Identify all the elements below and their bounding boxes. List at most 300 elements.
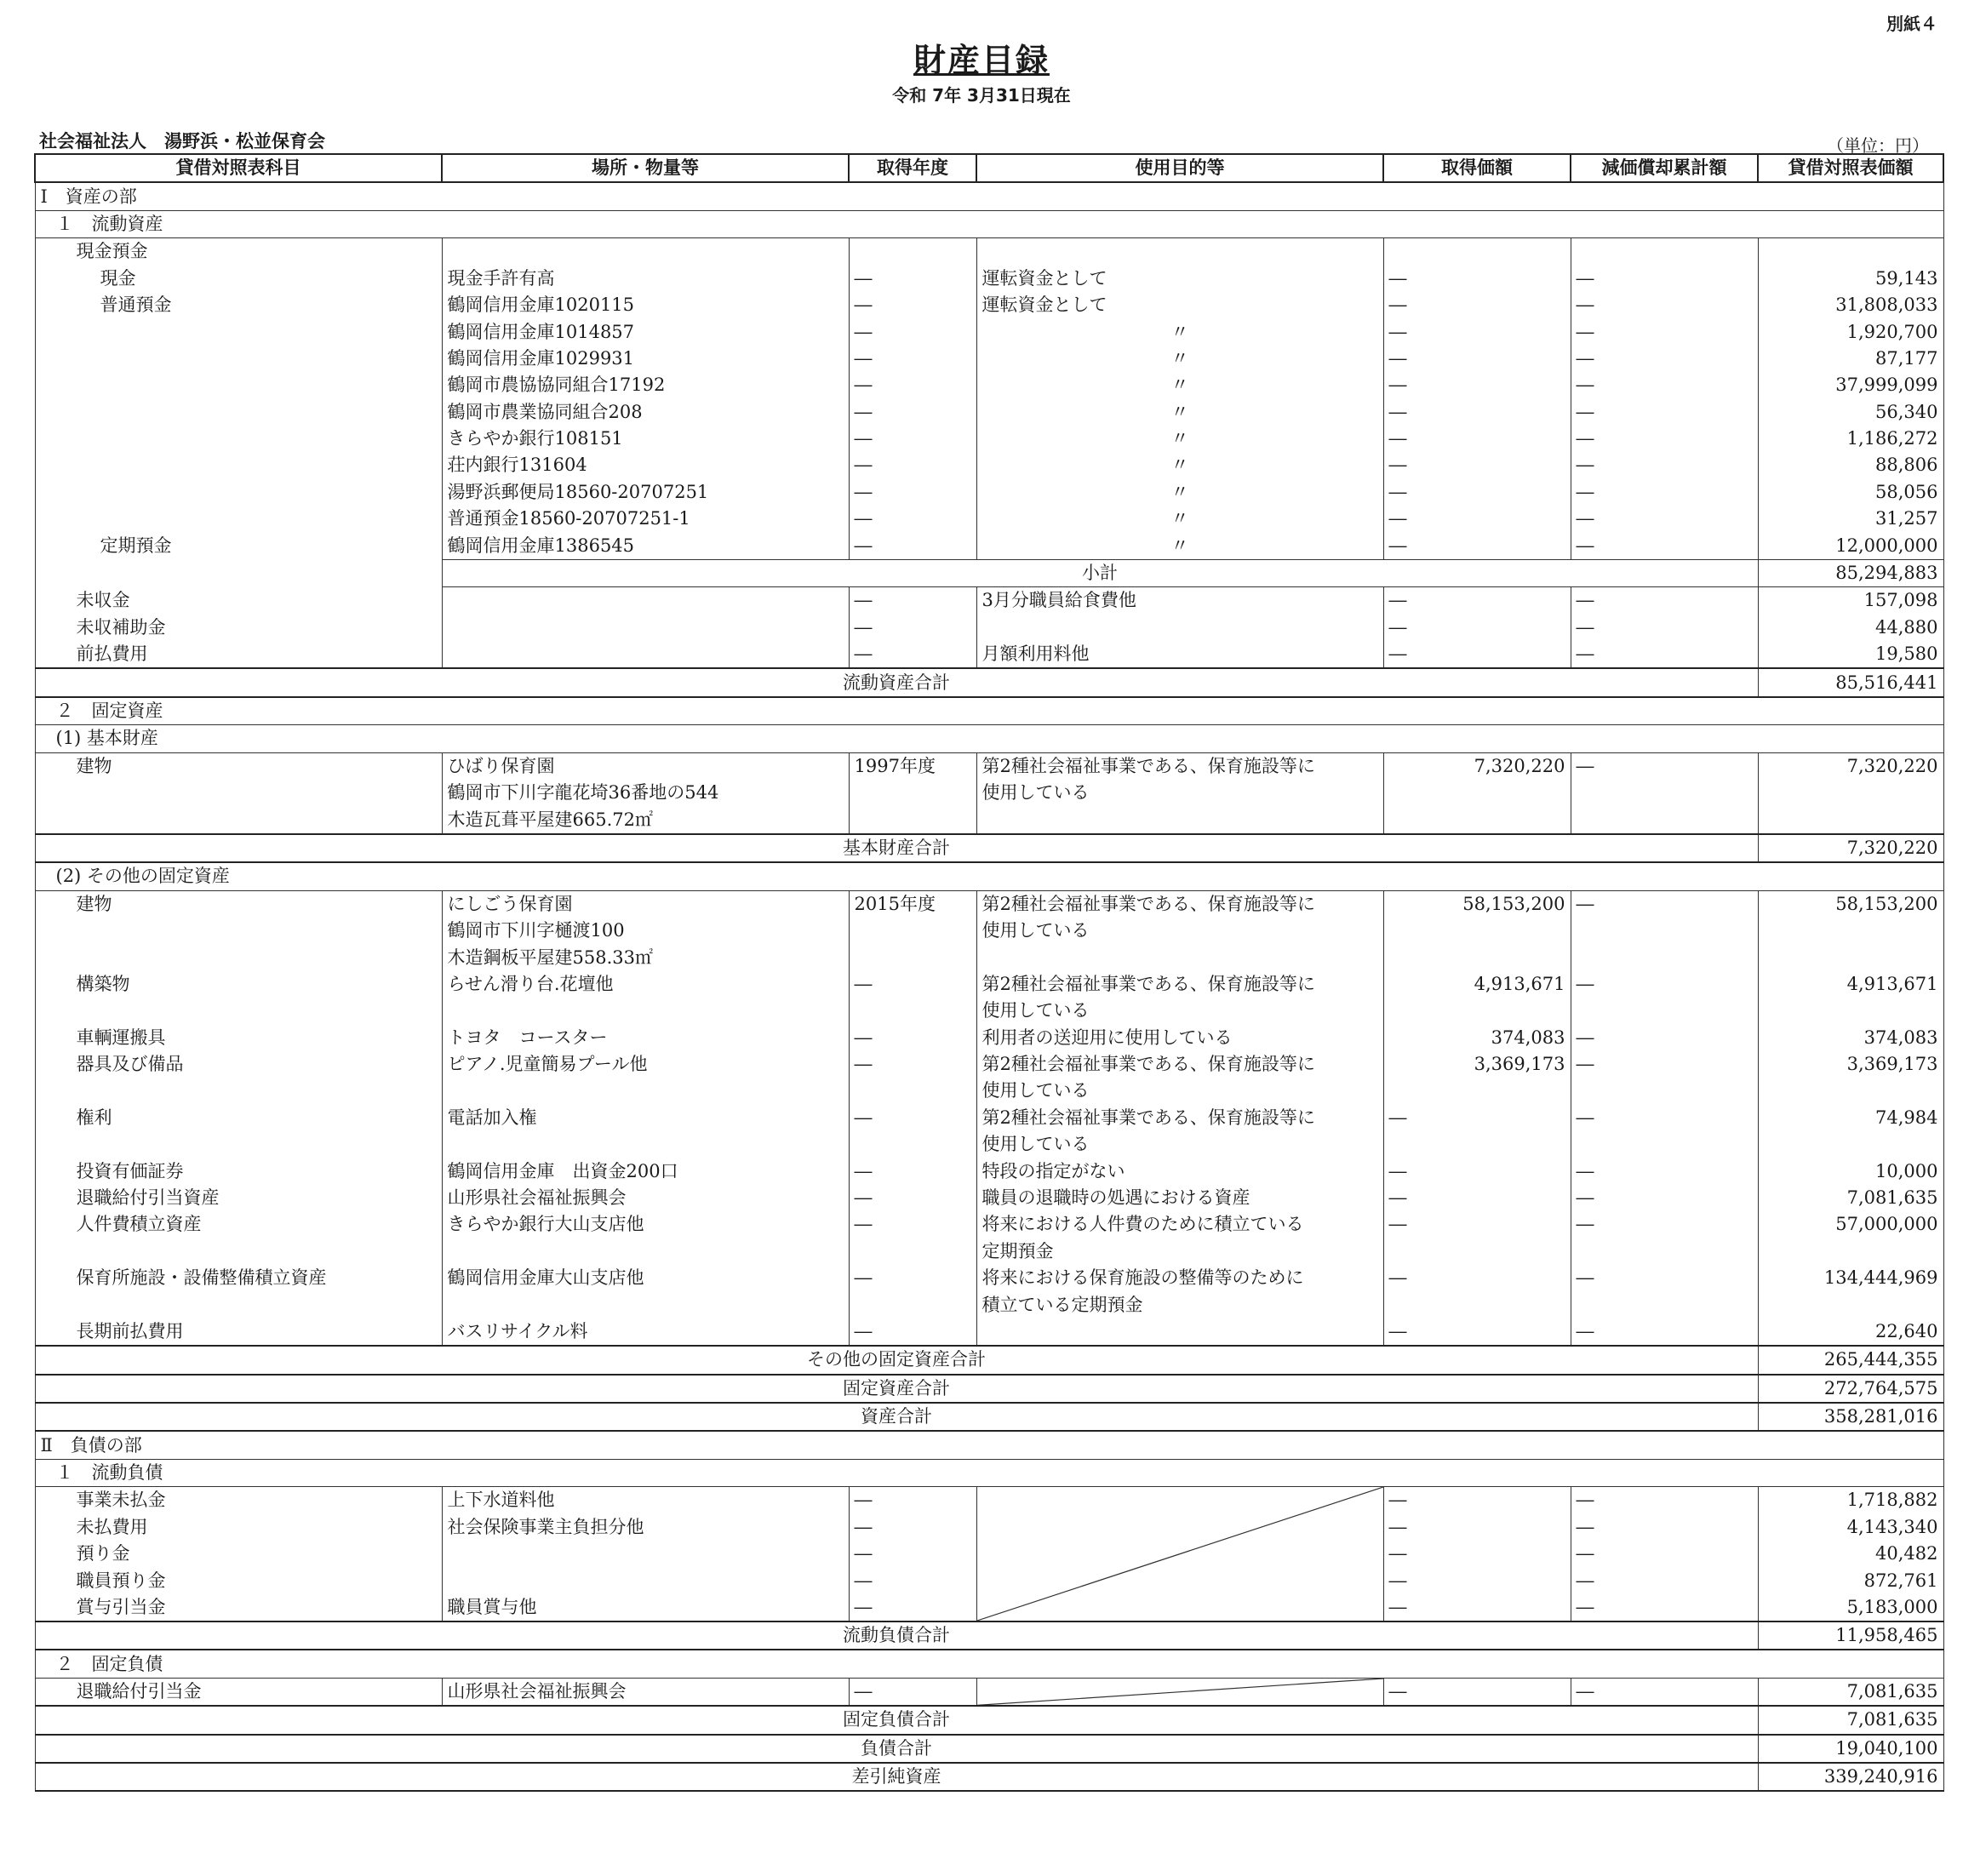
- value-cell: 31,257: [1758, 506, 1943, 532]
- place-cell: [442, 587, 849, 615]
- total-label: 固定負債合計: [35, 1706, 1758, 1734]
- value-cell: 57,000,000: [1758, 1211, 1943, 1238]
- value-cell: 87,177: [1758, 346, 1943, 372]
- subtotal-row: [35, 559, 1943, 586]
- total-label: その他の固定資産合計: [35, 1346, 1758, 1374]
- cash-row: [35, 266, 1943, 292]
- purpose-cell: [976, 806, 1383, 833]
- value-cell: 12,000,000: [1758, 532, 1943, 559]
- purpose-slash-cell: [976, 1678, 1383, 1706]
- year-cell: ―: [849, 372, 976, 398]
- place-cell: 現金手許有高: [442, 266, 849, 292]
- cost-cell: 374,083: [1383, 1025, 1571, 1051]
- value-cell: 74,984: [1758, 1105, 1943, 1131]
- item-label: 未収補助金: [35, 615, 442, 641]
- value-cell: 134,444,969: [1758, 1265, 1943, 1291]
- place-cell: 鶴岡信用金庫1029931: [442, 346, 849, 372]
- year-cell: ―: [849, 479, 976, 506]
- item-label: 現金: [35, 266, 442, 292]
- year-cell: ―: [849, 266, 976, 292]
- purpose-cell: 3月分職員給食費他: [976, 587, 1383, 615]
- column-header: 減価償却累計額: [1571, 154, 1758, 182]
- category-label: 現金預金: [35, 238, 442, 266]
- place-cell: 鶴岡市下川字樋渡100: [442, 918, 849, 944]
- cost-cell: ―: [1383, 1594, 1571, 1621]
- cost-cell: ―: [1383, 615, 1571, 641]
- item-label: 投資有価証券: [35, 1158, 442, 1184]
- diagonal-slash-line: [977, 1679, 1383, 1705]
- place-cell: 鶴岡信用金庫大山支店他: [442, 1265, 849, 1291]
- depreciation-cell: ―: [1571, 318, 1758, 345]
- corporation-name: 社会福祉法人 湯野浜・松並保育会: [39, 131, 325, 152]
- cost-cell: 7,320,220: [1383, 752, 1571, 780]
- page-title: 財産目録: [913, 42, 1050, 79]
- year-cell: 1997年度: [849, 752, 976, 780]
- place-cell: 木造瓦葺平屋建665.72㎡: [442, 806, 849, 833]
- depreciation-cell: ―: [1571, 1051, 1758, 1078]
- property-inventory-table: [34, 153, 1944, 1792]
- cost-cell: [1383, 1238, 1571, 1265]
- column-header: 場所・物量等: [442, 154, 849, 182]
- value-cell: 3,369,173: [1758, 1051, 1943, 1078]
- fixed-asset-row: [35, 1211, 1943, 1238]
- section-label: ２ 固定資産: [35, 697, 1943, 725]
- purpose-cell: 特段の指定がない: [976, 1158, 1383, 1184]
- cost-cell: 58,153,200: [1383, 890, 1571, 918]
- place-cell: バスリサイクル料: [442, 1318, 849, 1346]
- total-label: 負債合計: [35, 1735, 1758, 1763]
- fixed-asset-row: [35, 1158, 1943, 1184]
- year-cell: ―: [849, 1265, 976, 1291]
- category-row: [35, 238, 1943, 266]
- year-cell: [849, 998, 976, 1024]
- item-label: 前払費用: [35, 641, 442, 668]
- value-cell: 40,482: [1758, 1541, 1943, 1567]
- cost-cell: ―: [1383, 372, 1571, 398]
- subtotal-value: 85,294,883: [1758, 559, 1943, 586]
- section-header-row: [35, 182, 1943, 210]
- purpose-cell: 定期預金: [976, 1238, 1383, 1265]
- item-label: [35, 346, 442, 372]
- item-label: 器具及び備品: [35, 1051, 442, 1078]
- cost-cell: [1383, 918, 1571, 944]
- place-cell: 鶴岡信用金庫1020115: [442, 292, 849, 318]
- value-cell: 88,806: [1758, 452, 1943, 478]
- year-cell: [849, 780, 976, 806]
- value-cell: 44,880: [1758, 615, 1943, 641]
- value-cell: 7,320,220: [1758, 752, 1943, 780]
- value-cell: 7,081,635: [1758, 1185, 1943, 1211]
- basic-building-row: [35, 752, 1943, 780]
- section-label: (2) その他の固定資産: [35, 862, 1943, 890]
- cash-row: [35, 479, 1943, 506]
- place-cell: 鶴岡市農業協同組合208: [442, 399, 849, 426]
- annex-label: 別紙４: [1886, 14, 1937, 34]
- depreciation-cell: ―: [1571, 1318, 1758, 1346]
- total-row: [35, 1346, 1943, 1374]
- purpose-cell: 使用している: [976, 998, 1383, 1024]
- year-cell: ―: [849, 641, 976, 668]
- value-cell: [1758, 918, 1943, 944]
- depreciation-cell: ―: [1571, 1265, 1758, 1291]
- value-cell: [1758, 806, 1943, 833]
- year-cell: ―: [849, 426, 976, 452]
- purpose-cell: 使用している: [976, 1078, 1383, 1104]
- year-cell: [849, 944, 976, 970]
- total-label: 基本財産合計: [35, 834, 1758, 862]
- year-cell: [849, 918, 976, 944]
- cost-cell: ―: [1383, 1105, 1571, 1131]
- item-label: [35, 426, 442, 452]
- total-value: 265,444,355: [1758, 1346, 1943, 1374]
- item-label: [35, 918, 442, 944]
- place-cell: 電話加入権: [442, 1105, 849, 1131]
- item-label: 建物: [35, 752, 442, 780]
- fixed-asset-row: [35, 971, 1943, 998]
- fixed-asset-row: [35, 1131, 1943, 1158]
- total-row: [35, 1706, 1943, 1734]
- place-cell: [442, 1078, 849, 1104]
- fixed-asset-row: [35, 890, 1943, 918]
- place-cell: [442, 1238, 849, 1265]
- fixed-asset-row: [35, 1291, 1943, 1318]
- basic-building-row: [35, 806, 1943, 833]
- total-label: 差引純資産: [35, 1763, 1758, 1791]
- depreciation-cell: ―: [1571, 890, 1758, 918]
- cost-cell: ―: [1383, 1678, 1571, 1706]
- value-cell: 1,920,700: [1758, 318, 1943, 345]
- purpose-cell: 〃: [976, 346, 1383, 372]
- item-label: 職員預り金: [35, 1567, 442, 1593]
- purpose-cell: [976, 944, 1383, 970]
- depreciation-cell: ―: [1571, 1185, 1758, 1211]
- purpose-slash-cell: [976, 1487, 1383, 1621]
- receivable-row: [35, 641, 1943, 668]
- place-cell: きらやか銀行大山支店他: [442, 1211, 849, 1238]
- table-body: [35, 182, 1943, 1791]
- item-label: [35, 780, 442, 806]
- cost-cell: [1383, 944, 1571, 970]
- purpose-cell: 職員の退職時の処遇における資産: [976, 1185, 1383, 1211]
- year-cell: ―: [849, 292, 976, 318]
- depreciation-cell: [1571, 780, 1758, 806]
- purpose-cell: 〃: [976, 479, 1383, 506]
- subtotal-label: 小計: [442, 559, 1758, 586]
- total-row: [35, 1403, 1943, 1431]
- empty-cell: [1571, 238, 1758, 266]
- year-cell: ―: [849, 1051, 976, 1078]
- cash-row: [35, 372, 1943, 398]
- place-cell: 荘内銀行131604: [442, 452, 849, 478]
- cash-row: [35, 506, 1943, 532]
- year-cell: ―: [849, 1514, 976, 1541]
- cash-row: [35, 292, 1943, 318]
- value-cell: 31,808,033: [1758, 292, 1943, 318]
- value-cell: 374,083: [1758, 1025, 1943, 1051]
- value-cell: [1758, 1238, 1943, 1265]
- value-cell: 5,183,000: [1758, 1594, 1943, 1621]
- year-cell: ―: [849, 1211, 976, 1238]
- depreciation-cell: ―: [1571, 266, 1758, 292]
- purpose-cell: 第2種社会福祉事業である、保育施設等に: [976, 890, 1383, 918]
- cash-row: [35, 399, 1943, 426]
- year-cell: ―: [849, 1105, 976, 1131]
- total-row: [35, 1375, 1943, 1403]
- fixed-asset-row: [35, 1078, 1943, 1104]
- value-cell: 59,143: [1758, 266, 1943, 292]
- depreciation-cell: ―: [1571, 1025, 1758, 1051]
- liability-row: [35, 1678, 1943, 1706]
- year-cell: ―: [849, 452, 976, 478]
- cash-row: [35, 452, 1943, 478]
- section-label: １ 流動資産: [35, 210, 1943, 237]
- year-cell: [849, 806, 976, 833]
- cash-row: [35, 426, 1943, 452]
- value-cell: 1,718,882: [1758, 1487, 1943, 1514]
- table-header-row: [35, 154, 1943, 182]
- depreciation-cell: [1571, 806, 1758, 833]
- purpose-cell: 将来における人件費のために積立ている: [976, 1211, 1383, 1238]
- cost-cell: ―: [1383, 1158, 1571, 1184]
- item-label: [35, 1078, 442, 1104]
- total-row: [35, 1735, 1943, 1763]
- cash-row: [35, 318, 1943, 345]
- purpose-cell: 利用者の送迎用に使用している: [976, 1025, 1383, 1051]
- total-value: 358,281,016: [1758, 1403, 1943, 1431]
- place-cell: トヨタ コースター: [442, 1025, 849, 1051]
- depreciation-cell: ―: [1571, 1514, 1758, 1541]
- total-label: 流動負債合計: [35, 1621, 1758, 1650]
- liability-row: [35, 1487, 1943, 1514]
- depreciation-cell: [1571, 1291, 1758, 1318]
- value-cell: 19,580: [1758, 641, 1943, 668]
- item-label: [35, 506, 442, 532]
- purpose-cell: 〃: [976, 426, 1383, 452]
- cost-cell: ―: [1383, 426, 1571, 452]
- depreciation-cell: ―: [1571, 532, 1758, 559]
- empty-cell: [1758, 238, 1943, 266]
- place-cell: にしごう保育園: [442, 890, 849, 918]
- cost-cell: ―: [1383, 318, 1571, 345]
- total-label: 流動資産合計: [35, 668, 1758, 696]
- value-cell: 58,056: [1758, 479, 1943, 506]
- total-row: [35, 1763, 1943, 1791]
- item-label: 賞与引当金: [35, 1594, 442, 1621]
- cost-cell: ―: [1383, 399, 1571, 426]
- place-cell: 鶴岡市農協協同組合17192: [442, 372, 849, 398]
- depreciation-cell: ―: [1571, 399, 1758, 426]
- place-cell: きらやか銀行108151: [442, 426, 849, 452]
- cost-cell: ―: [1383, 266, 1571, 292]
- purpose-cell: 使用している: [976, 1131, 1383, 1158]
- purpose-cell: 第2種社会福祉事業である、保育施設等に: [976, 1051, 1383, 1078]
- cost-cell: [1383, 1078, 1571, 1104]
- place-cell: [442, 641, 849, 668]
- value-cell: 58,153,200: [1758, 890, 1943, 918]
- depreciation-cell: ―: [1571, 452, 1758, 478]
- value-cell: 4,143,340: [1758, 1514, 1943, 1541]
- item-label: [35, 1291, 442, 1318]
- total-label: 固定資産合計: [35, 1375, 1758, 1403]
- item-label: 未収金: [35, 587, 442, 615]
- cost-cell: ―: [1383, 1541, 1571, 1567]
- total-value: 272,764,575: [1758, 1375, 1943, 1403]
- section-header-row: [35, 1650, 1943, 1678]
- item-label: [35, 318, 442, 345]
- cost-cell: ―: [1383, 1265, 1571, 1291]
- item-label: 退職給付引当金: [35, 1678, 442, 1706]
- cash-row: [35, 532, 1943, 559]
- cost-cell: ―: [1383, 1211, 1571, 1238]
- receivable-row: [35, 615, 1943, 641]
- empty-cell: [976, 238, 1383, 266]
- value-cell: 56,340: [1758, 399, 1943, 426]
- depreciation-cell: ―: [1571, 587, 1758, 615]
- item-label: [35, 944, 442, 970]
- value-cell: 22,640: [1758, 1318, 1943, 1346]
- depreciation-cell: ―: [1571, 506, 1758, 532]
- fixed-asset-row: [35, 1051, 1943, 1078]
- depreciation-cell: [1571, 918, 1758, 944]
- item-label: [35, 452, 442, 478]
- depreciation-cell: ―: [1571, 1594, 1758, 1621]
- item-label: [35, 1238, 442, 1265]
- cost-cell: ―: [1383, 346, 1571, 372]
- depreciation-cell: ―: [1571, 426, 1758, 452]
- section-header-row: [35, 1431, 1943, 1459]
- cost-cell: ―: [1383, 1185, 1571, 1211]
- value-cell: 157,098: [1758, 587, 1943, 615]
- depreciation-cell: ―: [1571, 971, 1758, 998]
- purpose-cell: 運転資金として: [976, 266, 1383, 292]
- year-cell: ―: [849, 1318, 976, 1346]
- purpose-cell: 月額利用料他: [976, 641, 1383, 668]
- year-cell: ―: [849, 399, 976, 426]
- total-value: 339,240,916: [1758, 1763, 1943, 1791]
- purpose-cell: 〃: [976, 372, 1383, 398]
- item-label: 定期預金: [35, 532, 442, 559]
- section-header-row: [35, 210, 1943, 237]
- year-cell: ―: [849, 318, 976, 345]
- cost-cell: ―: [1383, 292, 1571, 318]
- purpose-cell: 第2種社会福祉事業である、保育施設等に: [976, 1105, 1383, 1131]
- total-row: [35, 668, 1943, 696]
- purpose-cell: 将来における保育施設の整備等のために: [976, 1265, 1383, 1291]
- year-cell: ―: [849, 1594, 976, 1621]
- year-cell: ―: [849, 506, 976, 532]
- place-cell: [442, 1567, 849, 1593]
- place-cell: 山形県社会福祉振興会: [442, 1185, 849, 1211]
- value-cell: 37,999,099: [1758, 372, 1943, 398]
- cost-cell: ―: [1383, 452, 1571, 478]
- depreciation-cell: [1571, 998, 1758, 1024]
- fixed-asset-row: [35, 918, 1943, 944]
- cost-cell: ―: [1383, 1514, 1571, 1541]
- total-value: 11,958,465: [1758, 1621, 1943, 1650]
- total-row: [35, 1621, 1943, 1650]
- cost-cell: 4,913,671: [1383, 971, 1571, 998]
- purpose-cell: 〃: [976, 532, 1383, 559]
- place-cell: [442, 1291, 849, 1318]
- item-label: [35, 479, 442, 506]
- cost-cell: [1383, 1291, 1571, 1318]
- section-label: ２ 固定負債: [35, 1650, 1943, 1678]
- purpose-cell: [976, 615, 1383, 641]
- depreciation-cell: ―: [1571, 479, 1758, 506]
- year-cell: ―: [849, 1567, 976, 1593]
- value-cell: 4,913,671: [1758, 971, 1943, 998]
- total-value: 85,516,441: [1758, 668, 1943, 696]
- fixed-asset-row: [35, 1025, 1943, 1051]
- cost-cell: ―: [1383, 1318, 1571, 1346]
- report-date: 令和 7年 3月31日現在: [892, 85, 1071, 106]
- depreciation-cell: ―: [1571, 752, 1758, 780]
- place-cell: 山形県社会福祉振興会: [442, 1678, 849, 1706]
- year-cell: ―: [849, 346, 976, 372]
- place-cell: ひばり保育園: [442, 752, 849, 780]
- depreciation-cell: ―: [1571, 372, 1758, 398]
- year-cell: ―: [849, 1487, 976, 1514]
- year-cell: ―: [849, 971, 976, 998]
- year-cell: ―: [849, 1185, 976, 1211]
- total-value: 19,040,100: [1758, 1735, 1943, 1763]
- purpose-cell: 〃: [976, 452, 1383, 478]
- item-label: 預り金: [35, 1541, 442, 1567]
- cost-cell: ―: [1383, 1487, 1571, 1514]
- item-label: [35, 372, 442, 398]
- year-cell: ―: [849, 1678, 976, 1706]
- value-cell: [1758, 944, 1943, 970]
- cost-cell: ―: [1383, 506, 1571, 532]
- value-cell: 1,186,272: [1758, 426, 1943, 452]
- receivable-row: [35, 587, 1943, 615]
- depreciation-cell: ―: [1571, 1158, 1758, 1184]
- depreciation-cell: ―: [1571, 1487, 1758, 1514]
- item-label: 保育所施設・設備整備積立資産: [35, 1265, 442, 1291]
- year-cell: ―: [849, 1541, 976, 1567]
- item-label: [35, 998, 442, 1024]
- year-cell: ―: [849, 532, 976, 559]
- item-label: 未払費用: [35, 1514, 442, 1541]
- cost-cell: [1383, 780, 1571, 806]
- depreciation-cell: [1571, 944, 1758, 970]
- place-cell: 普通預金18560-20707251-1: [442, 506, 849, 532]
- empty-cell: [1383, 238, 1571, 266]
- column-header: 使用目的等: [976, 154, 1383, 182]
- place-cell: 鶴岡市下川字龍花埼36番地の544: [442, 780, 849, 806]
- depreciation-cell: [1571, 1078, 1758, 1104]
- depreciation-cell: ―: [1571, 1541, 1758, 1567]
- unit-label: （単位：円）: [1827, 135, 1929, 156]
- year-cell: [849, 1078, 976, 1104]
- place-cell: 職員賞与他: [442, 1594, 849, 1621]
- purpose-cell: 〃: [976, 506, 1383, 532]
- cost-cell: ―: [1383, 587, 1571, 615]
- year-cell: [849, 1291, 976, 1318]
- item-label: 車輌運搬具: [35, 1025, 442, 1051]
- depreciation-cell: [1571, 1238, 1758, 1265]
- place-cell: [442, 1541, 849, 1567]
- section-header-row: [35, 725, 1943, 752]
- purpose-cell: 〃: [976, 318, 1383, 345]
- depreciation-cell: ―: [1571, 1567, 1758, 1593]
- fixed-asset-row: [35, 1318, 1943, 1346]
- section-label: (1) 基本財産: [35, 725, 1943, 752]
- total-value: 7,320,220: [1758, 834, 1943, 862]
- item-label: 人件費積立資産: [35, 1211, 442, 1238]
- cost-cell: 3,369,173: [1383, 1051, 1571, 1078]
- place-cell: 鶴岡信用金庫1014857: [442, 318, 849, 345]
